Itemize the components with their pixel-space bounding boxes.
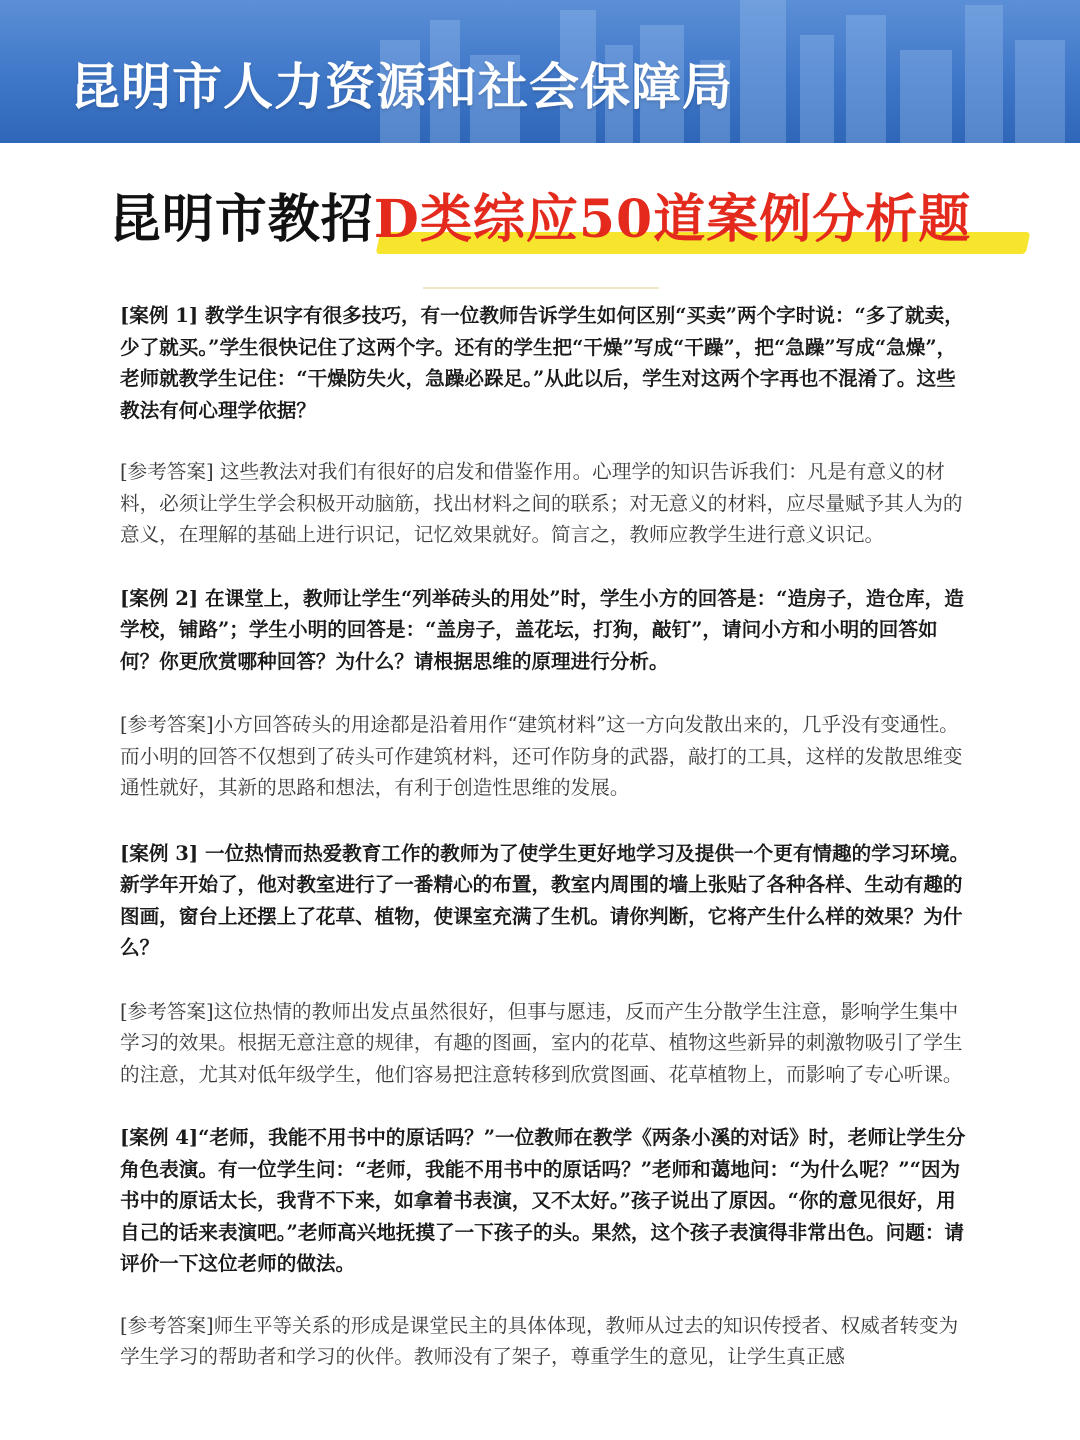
case-answer: [参考答案] 这些教法对我们有很好的启发和借鉴作用。心理学的知识告诉我们：凡是有意义的材料，必须让学生学会积极开动脑筋，找出材料之间的联系；对无意义的材料，应尽量赋予其人为的意义，在理解的基础上进行识记，记忆效果就好。简言之，教师应教学生进行意义识记。	[120, 460, 963, 546]
header-banner	[0, 0, 1080, 143]
banner-title: 昆明市人力资源和社会保障局	[70, 58, 733, 116]
case-question: [案例 1] 教学生识字有很多技巧，有一位教师告诉学生如何区别“买卖”两个字时说：“多了就卖，少了就买。”学生很快记住了这两个字。还有的学生把“干燥”写成“干躁”，把“急躁”写成“急燥”，老师就教学生记住：“干燥防失火，急躁必跺足。”从此以后，学生对这两个字再也不混淆了。这些教法有何心理学依据？	[120, 304, 964, 422]
case-question: [案例 3] 一位热情而热爱教育工作的教师为了使学生更好地学习及提供一个更有情趣的学习环境。新学年开始了，他对教室进行了一番精心的布置，教室内周围的墙上张贴了各种各样、生动有趣的图画，窗台上还摆上了花草、植物，使课室充满了生机。请你判断，它将产生什么样的效果？为什么？	[120, 841, 970, 959]
case-answer: [参考答案]小方回答砖头的用途都是沿着用作“建筑材料”这一方向发散出来的，几乎没有变通性。而小明的回答不仅想到了砖头可作建筑材料，还可作防身的武器，敲打的工具，这样的发散思维变通性就好，其新的思路和想法，有利于创造性思维的发展。	[120, 713, 963, 799]
page-title	[0, 180, 1080, 260]
case-answer: [参考答案]师生平等关系的形成是课堂民主的具体体现，教师从过去的知识传授者、权威者转变为学生学习的帮助者和学习的伙伴。教师没有了架子，尊重学生的意见，让学生真正感	[120, 1313, 959, 1368]
title-part-red: D类综应50道案例分析题	[373, 189, 972, 250]
case-answer: [参考答案]这位热情的教师出发点虽然很好，但事与愿违，反而产生分散学生注意，影响学生集中学习的效果。根据无意注意的规律，有趣的图画，室内的花草、植物这些新异的刺激物吸引了学生的注意，尤其对低年级学生，他们容易把注意转移到欣赏图画、花草植物上，而影响了专心听课。	[120, 999, 963, 1086]
title-divider	[423, 287, 659, 289]
case-list	[120, 300, 970, 1373]
title-part-black: 昆明市教招	[108, 189, 374, 250]
case-question: [案例 4]“老师，我能不用书中的原话吗？”一位教师在教学《两条小溪的对话》时，老师让学生分角色表演。有一位学生问：“老师，我能不用书中的原话吗？”老师和蔼地问：“为什么呢？”“因为书中的原话太长，我背不下来，如拿着书表演，又不太好。”孩子说出了原因。“你的意见很好，用自己的话来表演吧。”老师高兴地抚摸了一下孩子的头。果然，这个孩子表演得非常出色。问题：请评价一下这位老师的做法。	[120, 1126, 966, 1275]
case-question: [案例 2] 在课堂上，教师让学生“列举砖头的用处”时，学生小方的回答是：“造房子，造仓库，造学校，铺路”；学生小明的回答是：“盖房子，盖花坛，打狗，敲钉”，请问小方和小明的回答如何？你更欣赏哪种回答？为什么？请根据思维的原理进行分析。	[120, 586, 964, 673]
